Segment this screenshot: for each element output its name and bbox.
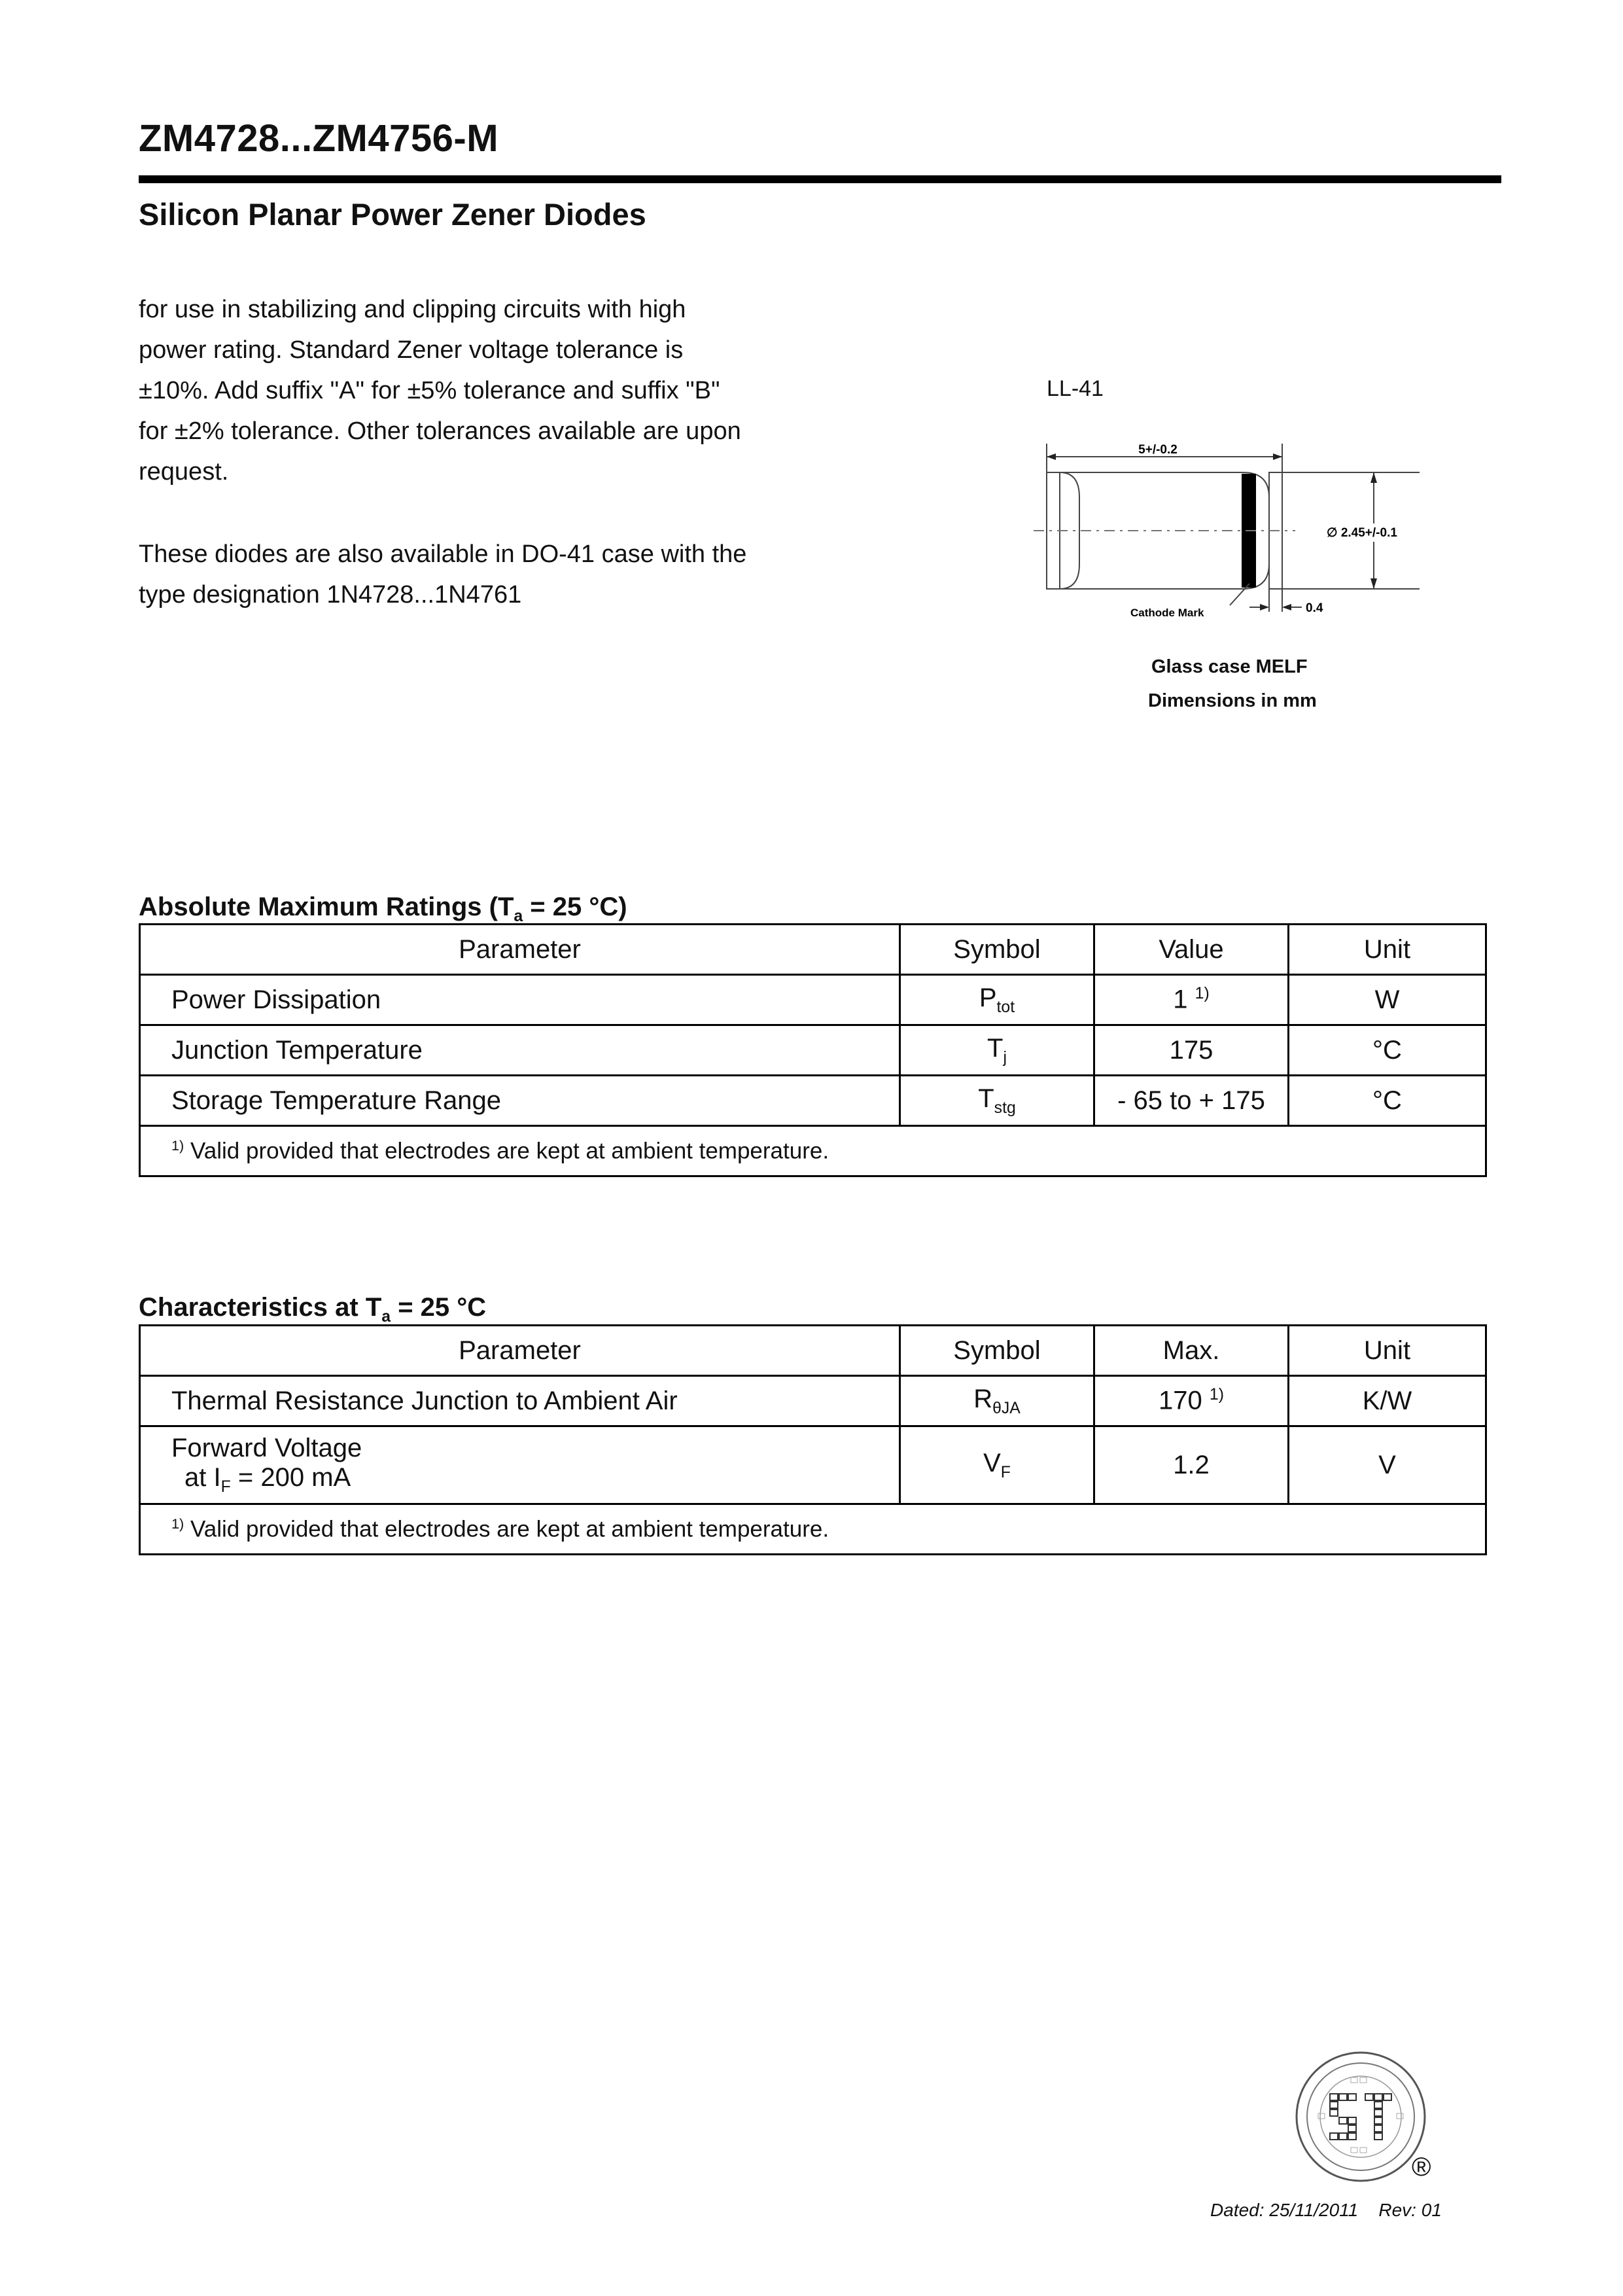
- symbol-cell: $T_j$: [900, 1025, 1094, 1076]
- header-cell: Unit: [1289, 1326, 1486, 1376]
- value-cell: 170 $^{1)}$: [1094, 1376, 1289, 1426]
- unit-cell: °C: [1289, 1025, 1486, 1076]
- value-cell: 175: [1094, 1025, 1289, 1076]
- description-line: request.: [139, 458, 229, 486]
- table-row: [140, 1025, 1486, 1076]
- table-row: [140, 1076, 1486, 1126]
- footer-rev: Rev: 01: [1378, 2200, 1442, 2220]
- cap-dimension: 0.4: [1306, 601, 1323, 615]
- header-cell: Symbol: [900, 1326, 1094, 1376]
- param-cell: Power Dissipation: [140, 975, 900, 1025]
- unit-cell: V: [1289, 1426, 1486, 1504]
- footnote-cell: $^{1)}$ Valid provided that electrodes are kept at ambient temperature.: [140, 1126, 1486, 1176]
- unit-cell: K/W: [1289, 1376, 1486, 1426]
- length-dimension: 5+/-0.2: [1138, 443, 1178, 457]
- package-drawing: [1034, 432, 1439, 628]
- description-line: ±10%. Add suffix "A" for ±5% tolerance and suffix "B": [139, 377, 720, 404]
- table-header-row: [140, 1326, 1486, 1376]
- table-note-row: [140, 1504, 1486, 1555]
- table-note-row: [140, 1126, 1486, 1176]
- symbol-cell: $R_{\theta JA}$: [900, 1376, 1094, 1426]
- title-rule: [139, 175, 1501, 183]
- package-name: LL-41: [1047, 376, 1104, 401]
- table-row: [140, 1426, 1486, 1504]
- description-line: for use in stabilizing and clipping circuits with high: [139, 296, 686, 323]
- company-logo: [1292, 2048, 1429, 2185]
- symbol-cell: $T_{stg}$: [900, 1076, 1094, 1126]
- characteristics-title: Characteristics at $T_a = 25$ °C: [139, 1293, 487, 1326]
- unit-cell: °C: [1289, 1076, 1486, 1126]
- description-line: These diodes are also available in DO-41 case with the: [139, 540, 747, 568]
- table-row: [140, 1376, 1486, 1426]
- table-header-row: [140, 925, 1486, 975]
- description-line: type designation 1N4728...1N4761: [139, 581, 522, 609]
- table-row: [140, 975, 1486, 1025]
- header-cell: Parameter: [140, 925, 900, 975]
- package-caption-dimensions: Dimensions in mm: [1148, 690, 1317, 711]
- abs-max-table: [139, 923, 1487, 1177]
- page-title: ZM4728...ZM4756-M: [139, 117, 499, 160]
- value-cell: 1.2: [1094, 1426, 1289, 1504]
- header-cell: Parameter: [140, 1326, 900, 1376]
- description-paragraph-2: [139, 534, 858, 615]
- header-cell: Unit: [1289, 925, 1486, 975]
- footer-dated: Dated: 25/11/2011: [1210, 2200, 1359, 2220]
- header-cell: Max.: [1094, 1326, 1289, 1376]
- value-cell: - 65 to + 175: [1094, 1076, 1289, 1126]
- package-caption-case: Glass case MELF: [1151, 656, 1308, 677]
- description-paragraph-1: [139, 289, 858, 492]
- characteristics-table: [139, 1324, 1487, 1555]
- diameter-dimension: ∅ 2.45+/-0.1: [1327, 526, 1397, 540]
- footer-date-rev: [1210, 2200, 1442, 2221]
- param-cell: Junction Temperature: [140, 1025, 900, 1076]
- param-cell: Thermal Resistance Junction to Ambient Air: [140, 1376, 900, 1426]
- page-subtitle: Silicon Planar Power Zener Diodes: [139, 197, 646, 232]
- description-line: for ±2% tolerance. Other tolerances available are upon: [139, 417, 741, 445]
- symbol-cell: $P_{tot}$: [900, 975, 1094, 1025]
- footnote-cell: $^{1)}$ Valid provided that electrodes are kept at ambient temperature.: [140, 1504, 1486, 1555]
- registered-mark: ®: [1412, 2153, 1431, 2181]
- unit-cell: W: [1289, 975, 1486, 1025]
- header-cell: Symbol: [900, 925, 1094, 975]
- description-line: power rating. Standard Zener voltage tolerance is: [139, 336, 684, 364]
- abs-max-title: Absolute Maximum Ratings ($T_a = 25$ °C): [139, 892, 627, 925]
- param-cell: Forward Voltage at $I_F = 200$ mA: [140, 1426, 900, 1504]
- symbol-cell: $V_F$: [900, 1426, 1094, 1504]
- value-cell: 1 $^{1)}$: [1094, 975, 1289, 1025]
- cathode-mark-label: Cathode Mark: [1130, 607, 1204, 619]
- param-cell: Storage Temperature Range: [140, 1076, 900, 1126]
- header-cell: Value: [1094, 925, 1289, 975]
